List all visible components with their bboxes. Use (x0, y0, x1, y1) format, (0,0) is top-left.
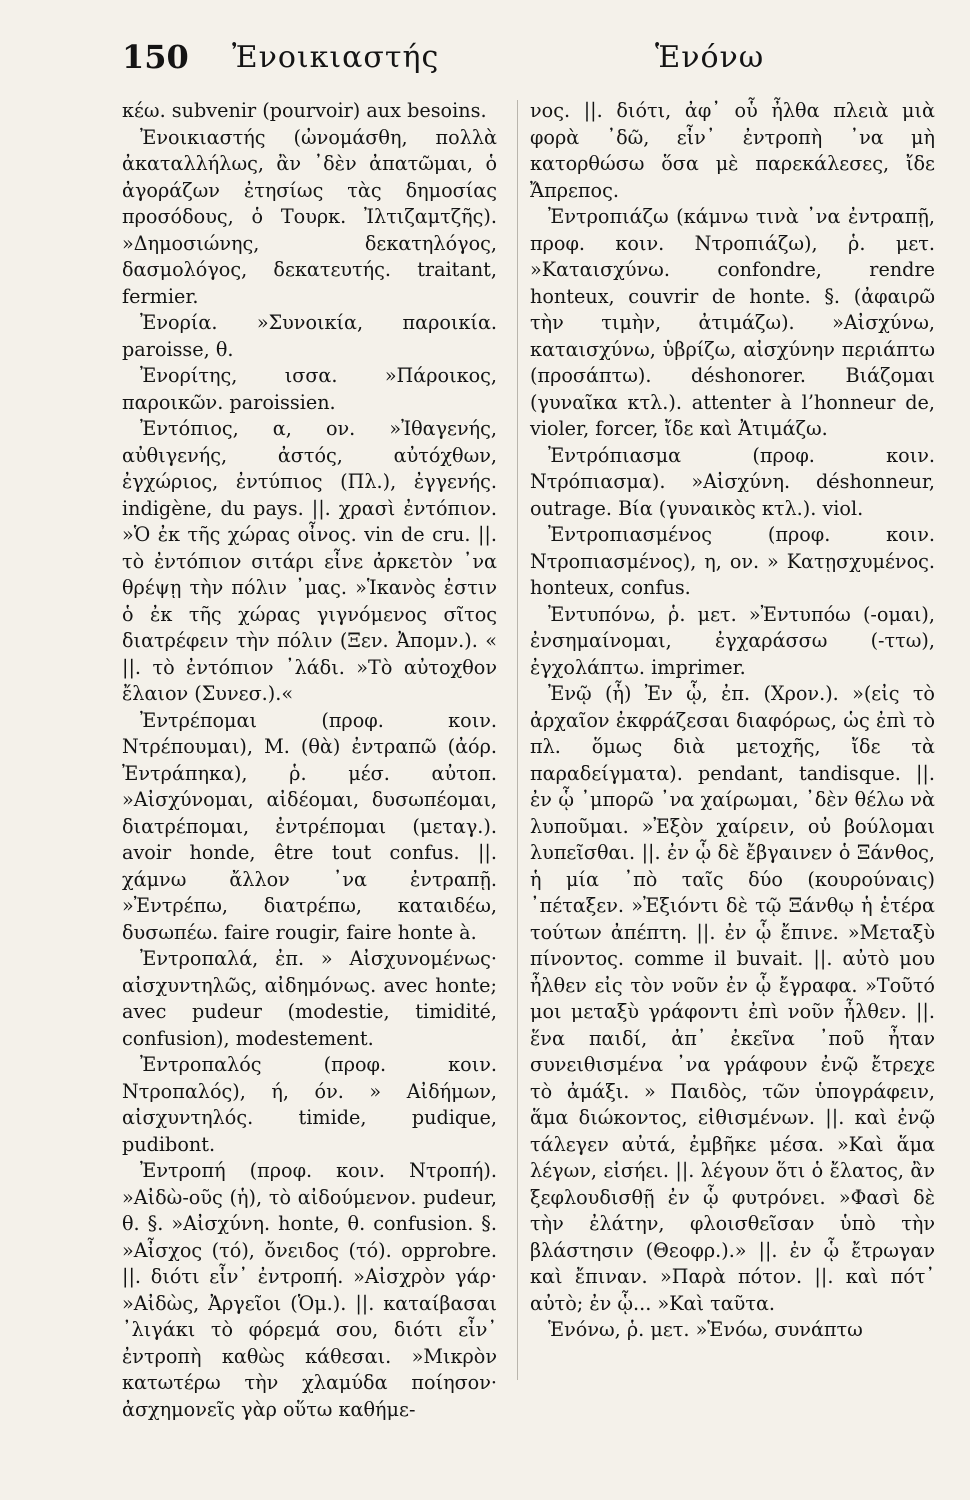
page-header (0, 38, 970, 88)
entry-entropiasmenos: Ἐντροπιασμένος (προφ. κοιν. Ντροπιασμένος), η, ον. » Κατῃσχυμένος. honteux, confus. (530, 523, 935, 599)
entry-enoritis: Ἐνορίτης, ισσα. »Πάροικος, παροικῶν. paroissien. (122, 364, 497, 414)
entry-entropala: Ἐντροπαλά, ἐπ. » Αἰσχυνομένως· αἰσχυντηλῶς, αἰδημόνως. avec honte; avec pudeur (modestie, timidité, confusion), modestement. (122, 947, 497, 1050)
column-divider (517, 100, 518, 1380)
page-number: 150 (122, 38, 189, 76)
entry-eno: Ἐνῷ (ἧ) Ἐν ᾧ, ἐπ. (Χρον.). »(εἰς τὸ ἀρχαῖον ἐκφράζεσαι διαφόρως, ὡς ἐπὶ τὸ πλ. ὅμως διὰ μετοχῆς, ἴδε τὰ παραδείγματα). pendant, tandisque. ||. ἐν ᾧ ᾿μπορῶ ᾿να χαίρωμαι, ᾿δὲν θέλω νὰ λυποῦμαι. »Ἐξὸν χαίρειν, οὐ βούλομαι λυπεῖσθαι. ||. ἐν ᾧ δὲ ἔβγαινεν ὁ Ξάνθος, ἡ μία ᾿πὸ ταῖς δύο (κουρούναις) ᾿πέταξεν. »Ἐξιόντι δὲ τῷ Ξάνθῳ ἡ ἑτέρα τούτων ἀπέπτη. ||. ἐν ᾧ ἔπινε. »Μεταξὺ πίνοντος. comme il buvait. ||. αὐτὸ μου ἦλθεν εἰς τὸν νοῦν ἐν ᾧ ἔγραφα. »Τοῦτό μοι μεταξὺ γράφοντι ἐπὶ νοῦν ἦλθεν. ||. ἕνα παιδί, ἀπ᾿ ἐκεῖνα ᾿ποῦ ἦταν συνειθισμένα ᾿να γράφουν ἐνῷ ἔτρεχε τὸ ἀμάξι. » Παιδὸς, τῶν ὑπογράφειν, ἅμα διώκοντος, εἰθισμένων. ||. καὶ ἐνῷ τάλεγεν αὐτά, ἐμβῆκε μέσα. »Καὶ ἅμα λέγων, εἰσήει. ||. λέγουν ὅτι ὁ ἔλατος, ἂν ξεφλουδισθῇ ἐν ᾧ φυτρόνει. »Φασὶ δὲ τὴν ἐλάτην, φλοισθεῖσαν ὑπὸ τὴν βλάστησιν (Θεοφρ.).» ||. ἐν ᾧ ἔτρωγαν καὶ ἔπιναν. »Παρὰ πότον. ||. καὶ πότ᾿ αὐτὸ; ἐν ᾧ... »Καὶ ταῦτα. (530, 682, 935, 1315)
entry-entropiasma: Ἐντρόπιασμα (προφ. κοιν. Ντρόπιασμα). »Αἰσχύνη. déshonneur, outrage. Βία (γυναικὸς κτλ.). viol. (530, 443, 935, 520)
entry-enoikiastis: Ἐνοικιαστής (ὠνομάσθη, πολλὰ ἀκαταλλήλως, ἂν ᾿δὲν ἀπατῶμαι, ὁ ἀγοράζων ἐτησίως τὰς δημοσίας προσόδους, ὁ Τουρκ. Ἰλτιζαμτζῆς). »Δημοσιώνης, δεκατηλόγος, δασμολόγος, δεκατευτής. traitant, fermier. (122, 125, 497, 308)
entry-entropalos: Ἐντροπαλός (προφ. κοιν. Ντροπαλός), ή, όν. » Αἰδήμων, αἰσχυντηλός. timide, pudique, pudibont. (122, 1053, 497, 1156)
entry-entropi: Ἐντροπή (προφ. κοιν. Ντροπή). »Αἰδὼ-οῦς (ἡ), τὸ αἰδούμενον. pudeur, θ. §. »Αἰσχύνη. honte, θ. confusion. §. »Αἶσχος (τό), ὄνειδος (τό). opprobre. ||. διότι εἶν᾿ ἐντροπή. »Αἰσχρὸν γάρ· »Αἰδὼς, Ἀργεῖοι (Ὁμ.). ||. καταίβασαι ᾿λιγάκι τὸ φόρεμά σου, διότι εἶν᾿ ἐντροπὴ καθὼς κάθεσαι. »Μικρὸν κατωτέρω τὴν χλαμύδα ποίησον· ἀσχημονεῖς γὰρ οὕτω καθήμε- (122, 1159, 497, 1421)
entry-entrepomai: Ἐντρέπομαι (προφ. κοιν. Ντρέπουμαι), Μ. (θὰ) ἐντραπῶ (ἀόρ. Ἐντράπηκα), ῥ. μέσ. αὐτοπ. »Αἰσχύνομαι, αἰδέομαι, δυσωπέομαι, διατρέπομαι, ἐντρέπομαι (μεταγ.). avoir honde, être tout confus. ||. χάμνω ἄλλον ᾿να ἐντραπῇ. »Ἐντρέπω, διατρέπω, καταιδέω, δυσωπέω. faire rougir, faire honte à. (122, 708, 497, 944)
right-column (530, 98, 935, 1344)
entry-enoria: Ἐνορία. »Συνοικία, παροικία. paroisse, θ. (122, 311, 497, 361)
running-head-right: Ἑνόνω (655, 40, 765, 75)
entry-entropiazo: Ἐντροπιάζω (κάμνω τινὰ ᾿να ἐντραπῇ, προφ. κοιν. Ντροπιάζω), ῥ. μετ. »Καταισχύνω. confondre, rendre honteux, couvrir de honte. §. (ἀφαιρῶ τὴν τιμὴν, ἀτιμάζω). »Αἰσχύνω, καταισχύνω, ὑβρίζω, αἰσχύνην περιάπτω (προσάπτω). déshonorer. Βιάζομαι (γυναῖκα κτλ.). attenter à l’honneur de, violer, forcer, ἴδε καὶ Ἀτιμάζω. (530, 205, 935, 440)
entry-henono: Ἑνόνω, ῥ. μετ. »Ἑνόω, συνάπτω (548, 1318, 863, 1341)
entry-entyponо: Ἐντυπόνω, ῥ. μετ. »Ἐντυπόω (-ομαι), ἐνσημαίνομαι, ἐγχαράσσω (-ττω), ἐγχολάπτω. imprimer. (530, 602, 935, 679)
entry-entopios: Ἐντόπιος, α, ον. »Ἰθαγενής, αὐθιγενής, ἀστός, αὐτόχθων, ἐγχώριος, ἐντύπιος (Πλ.), ἐγγενής. indigène, du pays. ||. χρασὶ ἐντόπιον. »Ὁ ἐκ τῆς χώρας οἶνος. vin de cru. ||. τὸ ἐντόπιον σιτάρι εἶνε ἀρκετὸν ᾿να θρέψῃ τὴν πόλιν ᾿μας. »Ἱκανὸς ἐστιν ὁ ἐκ τῆς χώρας γιγνόμενος σῖτος διατρέφειν τὴν πόλιν (Ξεν. Ἀπομν.). « ||. τὸ ἐντόπιον ᾿λάδι. »Τὸ αὐτοχθον ἔλαιον (Συνεσ.).« (122, 417, 497, 705)
entry-continuation: κέω. subvenir (pourvoir) aux besoins. (122, 99, 487, 122)
left-column (122, 98, 497, 1423)
entry-continuation: νος. ||. διότι, ἀφ᾿ οὗ ἦλθα πλειὰ μιὰ φορὰ ᾿δῶ, εἶν᾿ ἐντροπὴ ᾿να μὴ κατορθώσω ὅσα μὲ παρεκάλεσες, ἴδε Ἄπρεπος. (530, 99, 935, 202)
running-head-left: Ἐνοικιαστής (232, 40, 440, 75)
